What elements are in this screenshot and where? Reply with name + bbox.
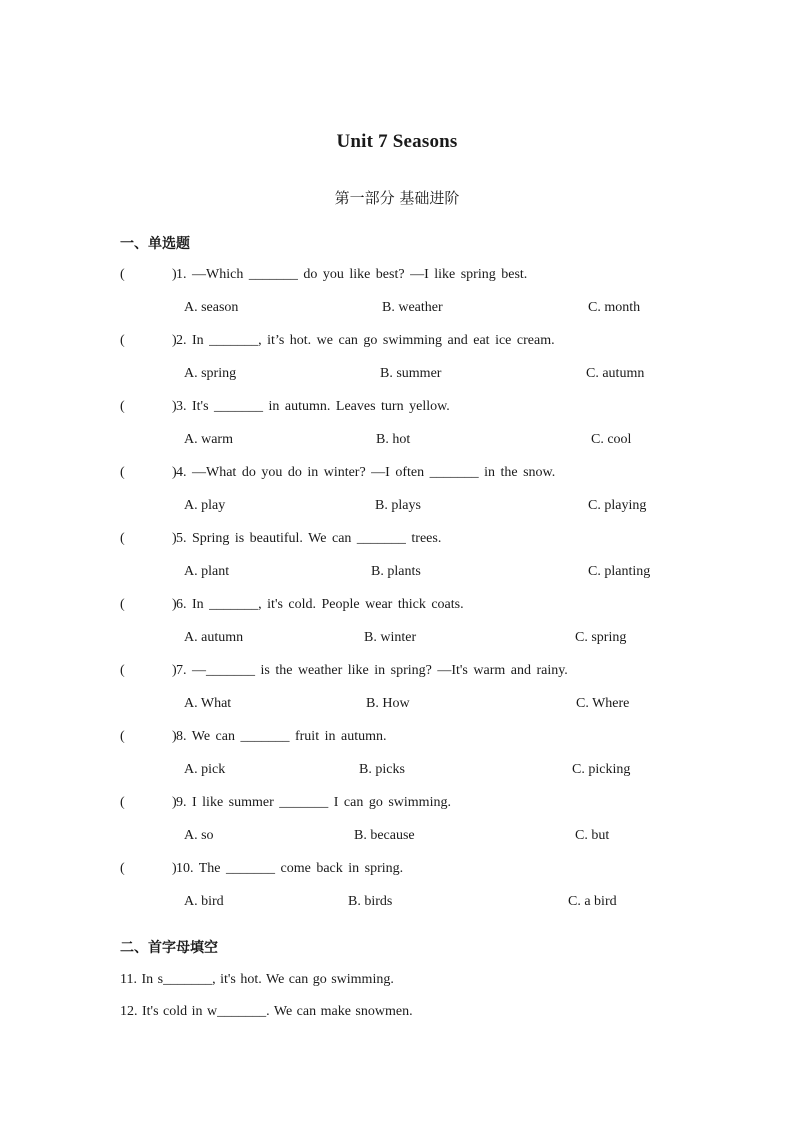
fill-in-item: 12. It's cold in w_______. We can make snowmen. <box>120 1004 413 1019</box>
option-b: B. birds <box>348 894 393 909</box>
answer-paren-close: ) <box>172 465 177 480</box>
answer-paren-close: ) <box>172 333 177 348</box>
answer-paren-open: ( <box>120 729 125 744</box>
answer-paren-open: ( <box>120 465 125 480</box>
option-a: A. What <box>184 696 232 711</box>
option-b: B. hot <box>376 432 411 447</box>
option-a: A. bird <box>184 894 224 909</box>
answer-paren-open: ( <box>120 267 125 282</box>
option-c: C. but <box>575 828 610 843</box>
answer-paren-open: ( <box>120 597 125 612</box>
option-b: B. summer <box>380 366 442 381</box>
option-b: B. picks <box>359 762 405 777</box>
answer-paren-open: ( <box>120 663 125 678</box>
answer-paren-close: ) <box>172 597 177 612</box>
option-c: C. picking <box>572 762 631 777</box>
option-c: C. autumn <box>586 366 645 381</box>
question-text: 10. The _______ come back in spring. <box>176 861 404 876</box>
answer-paren-open: ( <box>120 861 125 876</box>
worksheet-title: Unit 7 Seasons <box>336 131 458 152</box>
question-text: 7. —_______ is the weather like in spring? —It's warm and rainy. <box>176 663 568 678</box>
option-a: A. warm <box>184 432 233 447</box>
option-a: A. pick <box>184 762 226 777</box>
option-b: B. plays <box>375 498 421 513</box>
question-text: 5. Spring is beautiful. We can _______ trees. <box>176 531 442 546</box>
question-text: 2. In _______, it’s hot. we can go swimming and eat ice cream. <box>176 333 555 348</box>
answer-paren-open: ( <box>120 333 125 348</box>
option-a: A. play <box>184 498 226 513</box>
option-a: A. so <box>184 828 214 843</box>
option-c: C. Where <box>576 696 630 711</box>
option-b: B. How <box>366 696 410 711</box>
option-c: C. playing <box>588 498 647 513</box>
answer-paren-close: ) <box>172 729 177 744</box>
option-a: A. autumn <box>184 630 244 645</box>
question-text: 1. —Which _______ do you like best? —I like spring best. <box>176 267 528 282</box>
option-b: B. plants <box>371 564 421 579</box>
question-text: 6. In _______, it's cold. People wear thick coats. <box>176 597 464 612</box>
answer-paren-close: ) <box>172 795 177 810</box>
answer-paren-close: ) <box>172 399 177 414</box>
answer-paren-close: ) <box>172 267 177 282</box>
question-text: 4. —What do you do in winter? —I often _______ in the snow. <box>176 465 556 480</box>
option-c: C. month <box>588 300 641 315</box>
answer-paren-close: ) <box>172 663 177 678</box>
fill-in-item: 11. In s_______, it's hot. We can go swimming. <box>120 972 394 987</box>
answer-paren-close: ) <box>172 861 177 876</box>
answer-paren-open: ( <box>120 399 125 414</box>
option-a: A. spring <box>184 366 237 381</box>
answer-paren-open: ( <box>120 531 125 546</box>
part-subtitle: 第一部分 基础进阶 <box>334 189 460 207</box>
answer-paren-open: ( <box>120 795 125 810</box>
question-text: 8. We can _______ fruit in autumn. <box>176 729 387 744</box>
section-heading-initial-letter-fill: 二、首字母填空 <box>120 940 218 956</box>
option-a: A. season <box>184 300 239 315</box>
question-text: 9. I like summer _______ I can go swimming. <box>176 795 451 810</box>
option-a: A. plant <box>184 564 230 579</box>
question-text: 3. It's _______ in autumn. Leaves turn yellow. <box>176 399 450 414</box>
answer-paren-close: ) <box>172 531 177 546</box>
option-c: C. planting <box>588 564 651 579</box>
section-heading-multiple-choice: 一、单选题 <box>120 236 190 252</box>
option-b: B. because <box>354 828 415 843</box>
option-c: C. spring <box>575 630 627 645</box>
option-b: B. weather <box>382 300 443 315</box>
option-b: B. winter <box>364 630 417 645</box>
option-c: C. cool <box>591 432 632 447</box>
option-c: C. a bird <box>568 894 617 909</box>
